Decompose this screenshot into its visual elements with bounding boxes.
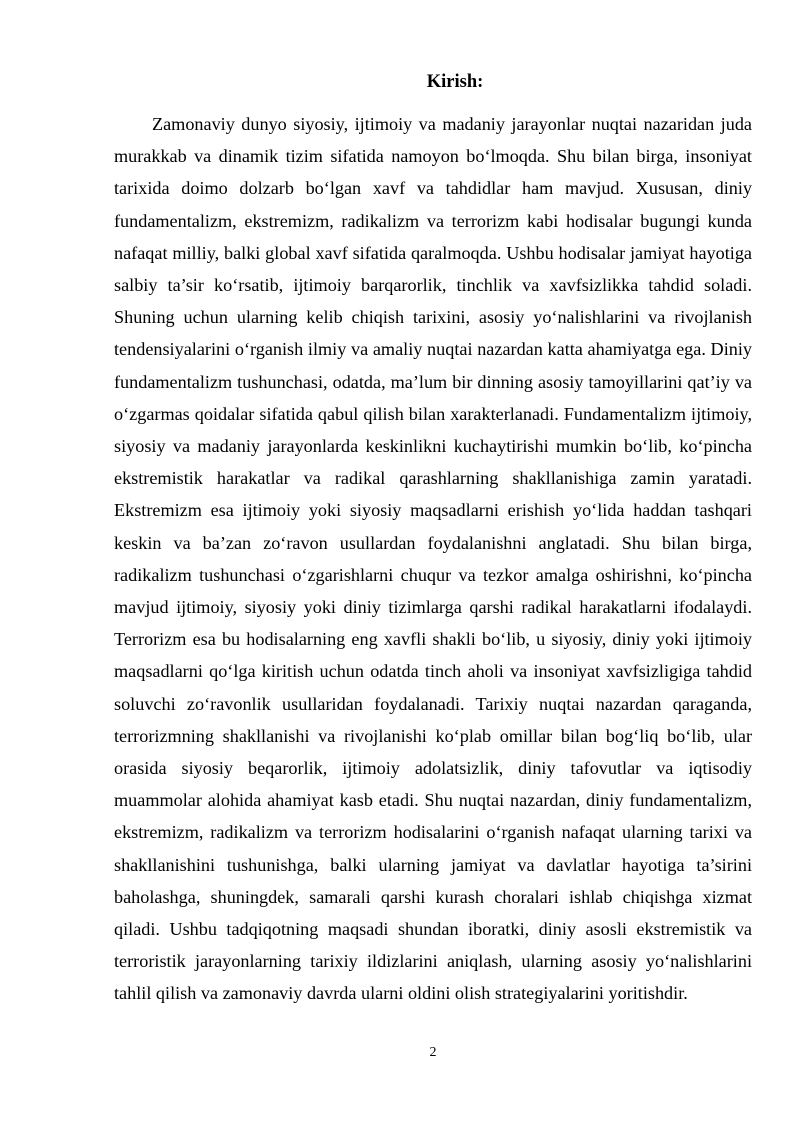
body-paragraph: Zamonaviy dunyo siyosiy, ijtimoiy va madaniy jarayonlar nuqtai nazaridan juda murakkab va dinamik tizim sifatida namoyon bo‘lmoqda. Shu bilan birga, insoniyat tarixida doimo dolzarb bo‘lgan xavf va tahdidlar ham mavjud. Xususan, diniy fundamentalizm, ekstremizm, radikalizm va terrorizm kabi hodisalar bugungi kunda nafaqat milliy, balki global xavf sifatida qaralmoqda. Ushbu hodisalar jamiyat hayotiga salbiy ta’sir ko‘rsatib, ijtimoiy barqarorlik, tinchlik va xavfsizlikka tahdid soladi. Shuning uchun ularning kelib chiqish tarixini, asosiy yo‘nalishlarini va rivojlanish tendensiyalarini o‘rganish ilmiy va amaliy nuqtai nazardan katta ahamiyatga ega. Diniy fundamentalizm tushunchasi, odatda, ma’lum bir dinning asosiy tamoyillarini qat’iy va o‘zgarmas qoidalar sifatida qabul qilish bilan xarakterlanadi. Fundamentalizm ijtimoiy, siyosiy va madaniy jarayonlarda keskinlikni kuchaytirishi mumkin bo‘lib, ko‘pincha ekstremistik harakatlar va radikal qarashlarning shakllanishiga zamin yaratadi. Ekstremizm esa ijtimoiy yoki siyosiy maqsadlarni erishish yo‘lida haddan tashqari keskin va ba’zan zo‘ravon usullardan foydalanishni anglatadi. Shu bilan birga, radikalizm tushunchasi o‘zgarishlarni chuqur va tezkor amalga oshirishni, ko‘pincha mavjud ijtimoiy, siyosiy yoki diniy tizimlarga qarshi radikal harakatlarni ifodalaydi. Terrorizm esa bu hodisalarning eng xavfli shakli bo‘lib, u siyosiy, diniy yoki ijtimoiy maqsadlarni qo‘lga kiritish uchun odatda tinch aholi va insoniyat xavfsizligiga tahdid soluvchi zo‘ravonlik usullaridan foydalanadi. Tarixiy nuqtai nazardan qaraganda, terrorizmning shakllanishi va rivojlanishi ko‘plab omillar bilan bog‘liq bo‘lib, ular orasida siyosiy beqarorlik, ijtimoiy adolatsizlik, diniy tafovutlar va iqtisodiy muammolar alohida ahamiyat kasb etadi. Shu nuqtai nazardan, diniy fundamentalizm, ekstremizm, radikalizm va terrorizm hodisalarini o‘rganish nafaqat ularning tarixi va shakllanishini tushunishga, balki ularning jamiyat va davlatlar hayotiga ta’sirini baholashga, shuningdek, samarali qarshi kurash choralari ishlab chiqishga xizmat qiladi. Ushbu tadqiqotning maqsadi shundan iboratki, diniy asosli ekstremistik va terroristik jarayonlarning tarixiy ildizlarini aniqlash, ularning asosiy yo‘nalishlarini tahlil qilish va zamonaviy davrda ularni oldini olish strategiyalarini yoritishdir. bbox=[114, 114, 752, 1004]
page-number: 2 bbox=[429, 1045, 437, 1060]
section-heading: Kirish: bbox=[426, 72, 484, 92]
